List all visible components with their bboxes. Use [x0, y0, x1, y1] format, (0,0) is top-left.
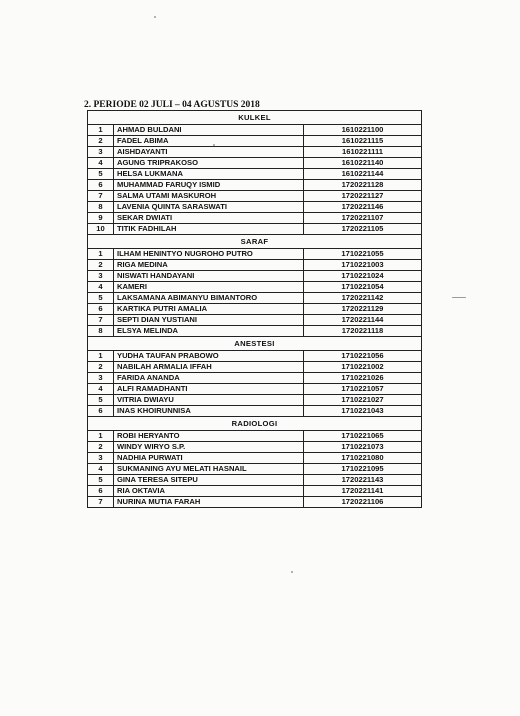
student-id: 1610221111 — [304, 147, 422, 158]
row-number: 7 — [88, 191, 114, 202]
row-number: 2 — [88, 260, 114, 271]
table-row — [88, 224, 422, 235]
row-number: 4 — [88, 282, 114, 293]
table-row — [88, 362, 422, 373]
student-id: 1710221027 — [304, 395, 422, 406]
row-number: 6 — [88, 486, 114, 497]
table-row — [88, 249, 422, 260]
table-row — [88, 180, 422, 191]
student-name: FADEL ABIMA — [114, 136, 304, 147]
row-number: 4 — [88, 464, 114, 475]
student-name: ELSYA MELINDA — [114, 326, 304, 337]
row-number: 1 — [88, 351, 114, 362]
row-number: 5 — [88, 169, 114, 180]
scan-speck — [213, 144, 215, 146]
student-name: NADHIA PURWATI — [114, 453, 304, 464]
table-row — [88, 213, 422, 224]
row-number: 7 — [88, 497, 114, 508]
student-id: 1710221056 — [304, 351, 422, 362]
student-id: 1610221100 — [304, 125, 422, 136]
section-title: SARAF — [88, 235, 422, 249]
row-number: 3 — [88, 373, 114, 384]
section-title: RADIOLOGI — [88, 417, 422, 431]
table-row — [88, 442, 422, 453]
table-row — [88, 475, 422, 486]
table-row — [88, 202, 422, 213]
student-id: 1710221024 — [304, 271, 422, 282]
student-id: 1710221002 — [304, 362, 422, 373]
table-row — [88, 282, 422, 293]
row-number: 4 — [88, 384, 114, 395]
student-name: WINDY WIRYO S.P. — [114, 442, 304, 453]
student-id: 1710221054 — [304, 282, 422, 293]
table-row — [88, 304, 422, 315]
period-heading: 2. PERIODE 02 JULI – 04 AGUSTUS 2018 — [84, 100, 260, 110]
student-name: AGUNG TRIPRAKOSO — [114, 158, 304, 169]
table-row — [88, 260, 422, 271]
table-row — [88, 373, 422, 384]
row-number: 9 — [88, 213, 114, 224]
row-number: 8 — [88, 202, 114, 213]
student-name: SALMA UTAMI MASKUROH — [114, 191, 304, 202]
table-row — [88, 169, 422, 180]
scan-speck — [154, 16, 156, 18]
student-id: 1710221065 — [304, 431, 422, 442]
student-id: 1720221144 — [304, 315, 422, 326]
student-name: SEKAR DWIATI — [114, 213, 304, 224]
section-title: ANESTESI — [88, 337, 422, 351]
table-row — [88, 191, 422, 202]
student-id: 1720221141 — [304, 486, 422, 497]
student-name: LAVENIA QUINTA SARASWATI — [114, 202, 304, 213]
student-id: 1710221003 — [304, 260, 422, 271]
student-id: 1720221143 — [304, 475, 422, 486]
section-header-row — [88, 235, 422, 249]
student-id: 1710221095 — [304, 464, 422, 475]
table-row — [88, 464, 422, 475]
row-number: 6 — [88, 304, 114, 315]
student-name: ROBI HERYANTO — [114, 431, 304, 442]
student-id: 1720221107 — [304, 213, 422, 224]
table-row — [88, 158, 422, 169]
table-row — [88, 315, 422, 326]
table-row — [88, 431, 422, 442]
section-title: KULKEL — [88, 111, 422, 125]
row-number: 3 — [88, 147, 114, 158]
student-name: MUHAMMAD FARUQY ISMID — [114, 180, 304, 191]
row-number: 1 — [88, 431, 114, 442]
student-name: VITRIA DWIAYU — [114, 395, 304, 406]
student-name: FARIDA ANANDA — [114, 373, 304, 384]
table-row — [88, 486, 422, 497]
row-number: 7 — [88, 315, 114, 326]
row-number: 10 — [88, 224, 114, 235]
student-id: 1610221140 — [304, 158, 422, 169]
student-id: 1720221129 — [304, 304, 422, 315]
row-number: 5 — [88, 395, 114, 406]
roster-table — [87, 110, 422, 508]
student-name: RIGA MEDINA — [114, 260, 304, 271]
row-number: 5 — [88, 475, 114, 486]
row-number: 5 — [88, 293, 114, 304]
student-id: 1720221127 — [304, 191, 422, 202]
table-row — [88, 147, 422, 158]
scan-speck — [291, 571, 293, 573]
student-name: AISHDAYANTI — [114, 147, 304, 158]
table-row — [88, 293, 422, 304]
row-number: 1 — [88, 249, 114, 260]
table-row — [88, 406, 422, 417]
student-name: RIA OKTAVIA — [114, 486, 304, 497]
student-id: 1710221073 — [304, 442, 422, 453]
student-name: KAMERI — [114, 282, 304, 293]
student-name: NURINA MUTIA FARAH — [114, 497, 304, 508]
student-name: NISWATI HANDAYANI — [114, 271, 304, 282]
scan-speck — [452, 297, 466, 298]
row-number: 6 — [88, 180, 114, 191]
row-number: 8 — [88, 326, 114, 337]
student-id: 1720221106 — [304, 497, 422, 508]
student-name: TITIK FADHILAH — [114, 224, 304, 235]
table-row — [88, 384, 422, 395]
row-number: 3 — [88, 453, 114, 464]
student-id: 1720221118 — [304, 326, 422, 337]
student-name: KARTIKA PUTRI AMALIA — [114, 304, 304, 315]
row-number: 2 — [88, 442, 114, 453]
student-name: ALFI RAMADHANTI — [114, 384, 304, 395]
table-row — [88, 351, 422, 362]
student-name: LAKSAMANA ABIMANYU BIMANTORO — [114, 293, 304, 304]
table-row — [88, 497, 422, 508]
table-row — [88, 395, 422, 406]
student-id: 1610221115 — [304, 136, 422, 147]
student-name: INAS KHOIRUNNISA — [114, 406, 304, 417]
student-id: 1720221146 — [304, 202, 422, 213]
student-name: SUKMANING AYU MELATI HASNAIL — [114, 464, 304, 475]
student-name: YUDHA TAUFAN PRABOWO — [114, 351, 304, 362]
row-number: 6 — [88, 406, 114, 417]
section-header-row — [88, 337, 422, 351]
student-id: 1710221026 — [304, 373, 422, 384]
student-name: HELSA LUKMANA — [114, 169, 304, 180]
table-row — [88, 125, 422, 136]
student-id: 1710221055 — [304, 249, 422, 260]
student-id: 1720221105 — [304, 224, 422, 235]
student-id: 1720221142 — [304, 293, 422, 304]
student-name: NABILAH ARMALIA IFFAH — [114, 362, 304, 373]
student-id: 1710221080 — [304, 453, 422, 464]
table-row — [88, 326, 422, 337]
student-id: 1610221144 — [304, 169, 422, 180]
student-id: 1720221128 — [304, 180, 422, 191]
row-number: 2 — [88, 136, 114, 147]
table-row — [88, 453, 422, 464]
student-id: 1710221057 — [304, 384, 422, 395]
student-name: ILHAM HENINTYO NUGROHO PUTRO — [114, 249, 304, 260]
table-row — [88, 136, 422, 147]
row-number: 2 — [88, 362, 114, 373]
roster-body — [88, 111, 422, 508]
student-name: SEPTI DIAN YUSTIANI — [114, 315, 304, 326]
student-name: GINA TERESA SITEPU — [114, 475, 304, 486]
row-number: 4 — [88, 158, 114, 169]
row-number: 1 — [88, 125, 114, 136]
student-name: AHMAD BULDANI — [114, 125, 304, 136]
row-number: 3 — [88, 271, 114, 282]
section-header-row — [88, 111, 422, 125]
section-header-row — [88, 417, 422, 431]
table-row — [88, 271, 422, 282]
student-id: 1710221043 — [304, 406, 422, 417]
